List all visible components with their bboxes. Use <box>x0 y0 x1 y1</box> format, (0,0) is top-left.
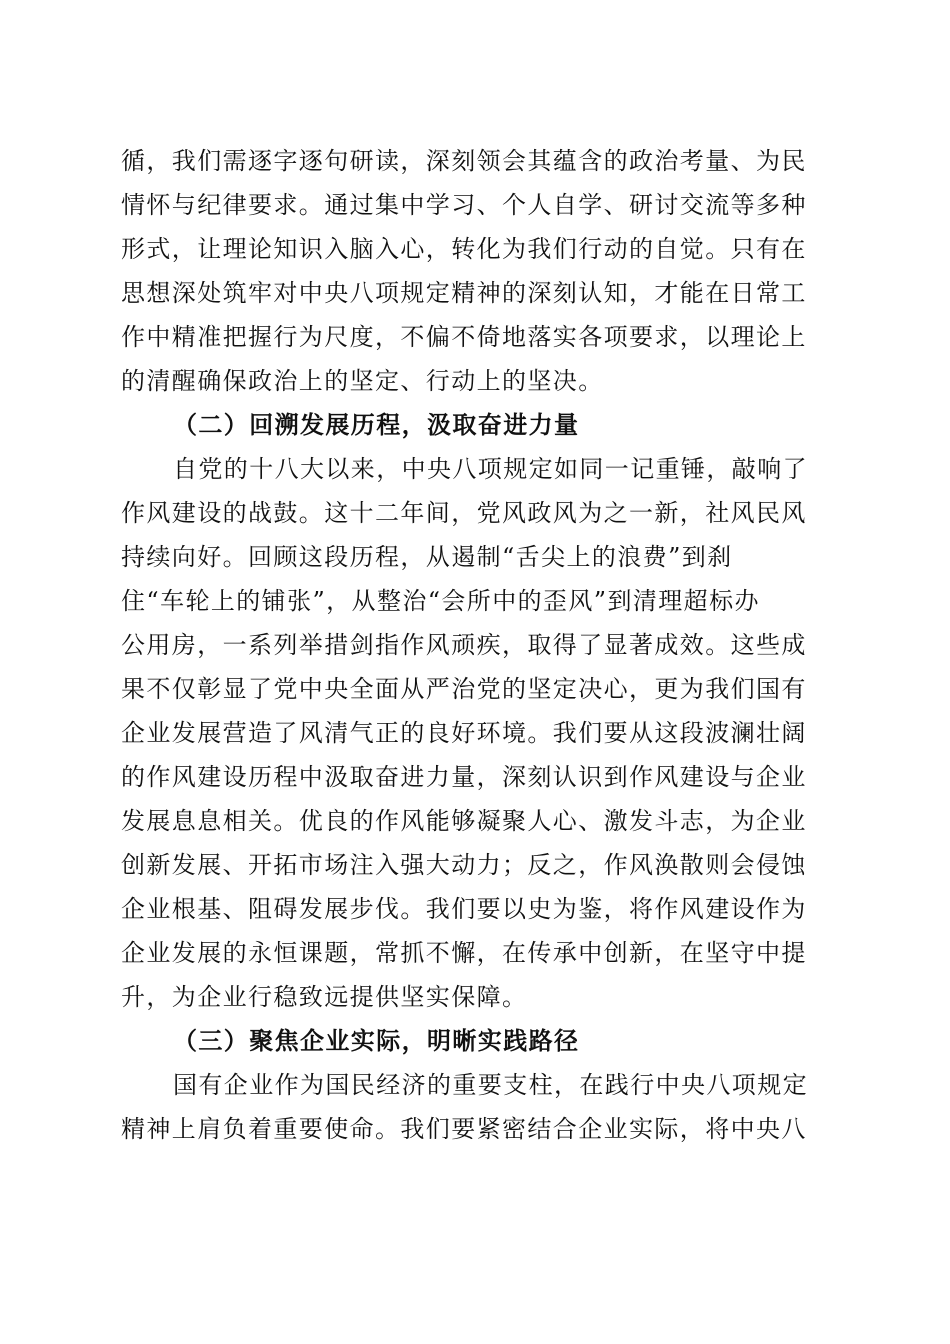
text-line: 企业根基、阻碍发展步伐。我们要以史为鉴，将作风建设作为 <box>121 895 807 923</box>
section-heading: （二）回溯发展历程，汲取奋进力量 <box>173 410 580 439</box>
section-heading: （三）聚焦企业实际，明晰实践路径 <box>173 1026 580 1055</box>
text-line: 持续向好。回顾这段历程，从遏制“舌尖上的浪费”到刹 <box>121 543 733 571</box>
paragraph-first-line: 自党的十八大以来，中央八项规定如同一记重锤，敲响了 <box>173 455 808 483</box>
text-line: 的作风建设历程中汲取奋进力量，深刻认识到作风建设与企业 <box>121 763 807 791</box>
text-line: 情怀与纪律要求。通过集中学习、个人自学、研讨交流等多种 <box>121 191 807 219</box>
paragraph-first-line: 国有企业作为国民经济的重要支柱，在践行中央八项规定 <box>173 1071 808 1099</box>
text-line: 精神上肩负着重要使命。我们要紧密结合企业实际，将中央八 <box>121 1115 807 1143</box>
text-line: 创新发展、开拓市场注入强大动力；反之，作风涣散则会侵蚀 <box>121 851 807 879</box>
text-line: 循，我们需逐字逐句研读，深刻领会其蕴含的政治考量、为民 <box>121 147 807 175</box>
text-line: 思想深处筑牢对中央八项规定精神的深刻认知，才能在日常工 <box>121 279 807 307</box>
text-line: 果不仅彰显了党中央全面从严治党的坚定决心，更为我们国有 <box>121 675 807 703</box>
text-line: 作中精准把握行为尺度，不偏不倚地落实各项要求，以理论上 <box>121 323 807 351</box>
text-line: 企业发展营造了风清气正的良好环境。我们要从这段波澜壮阔 <box>121 719 807 747</box>
text-line: 的清醒确保政治上的坚定、行动上的坚决。 <box>121 367 604 395</box>
text-line: 作风建设的战鼓。这十二年间，党风政风为之一新，社风民风 <box>121 499 807 527</box>
text-line: 住“车轮上的铺张”，从整治“会所中的歪风”到清理超标办 <box>121 587 760 615</box>
text-line: 企业发展的永恒课题，常抓不懈，在传承中创新，在坚守中提 <box>121 939 807 967</box>
document-body <box>121 139 825 1151</box>
text-line: 升，为企业行稳致远提供坚实保障。 <box>121 983 528 1011</box>
text-line: 发展息息相关。优良的作风能够凝聚人心、激发斗志，为企业 <box>121 807 807 835</box>
text-line: 形式，让理论知识入脑入心，转化为我们行动的自觉。只有在 <box>121 235 807 263</box>
text-line: 公用房，一系列举措剑指作风顽疾，取得了显著成效。这些成 <box>121 631 807 659</box>
